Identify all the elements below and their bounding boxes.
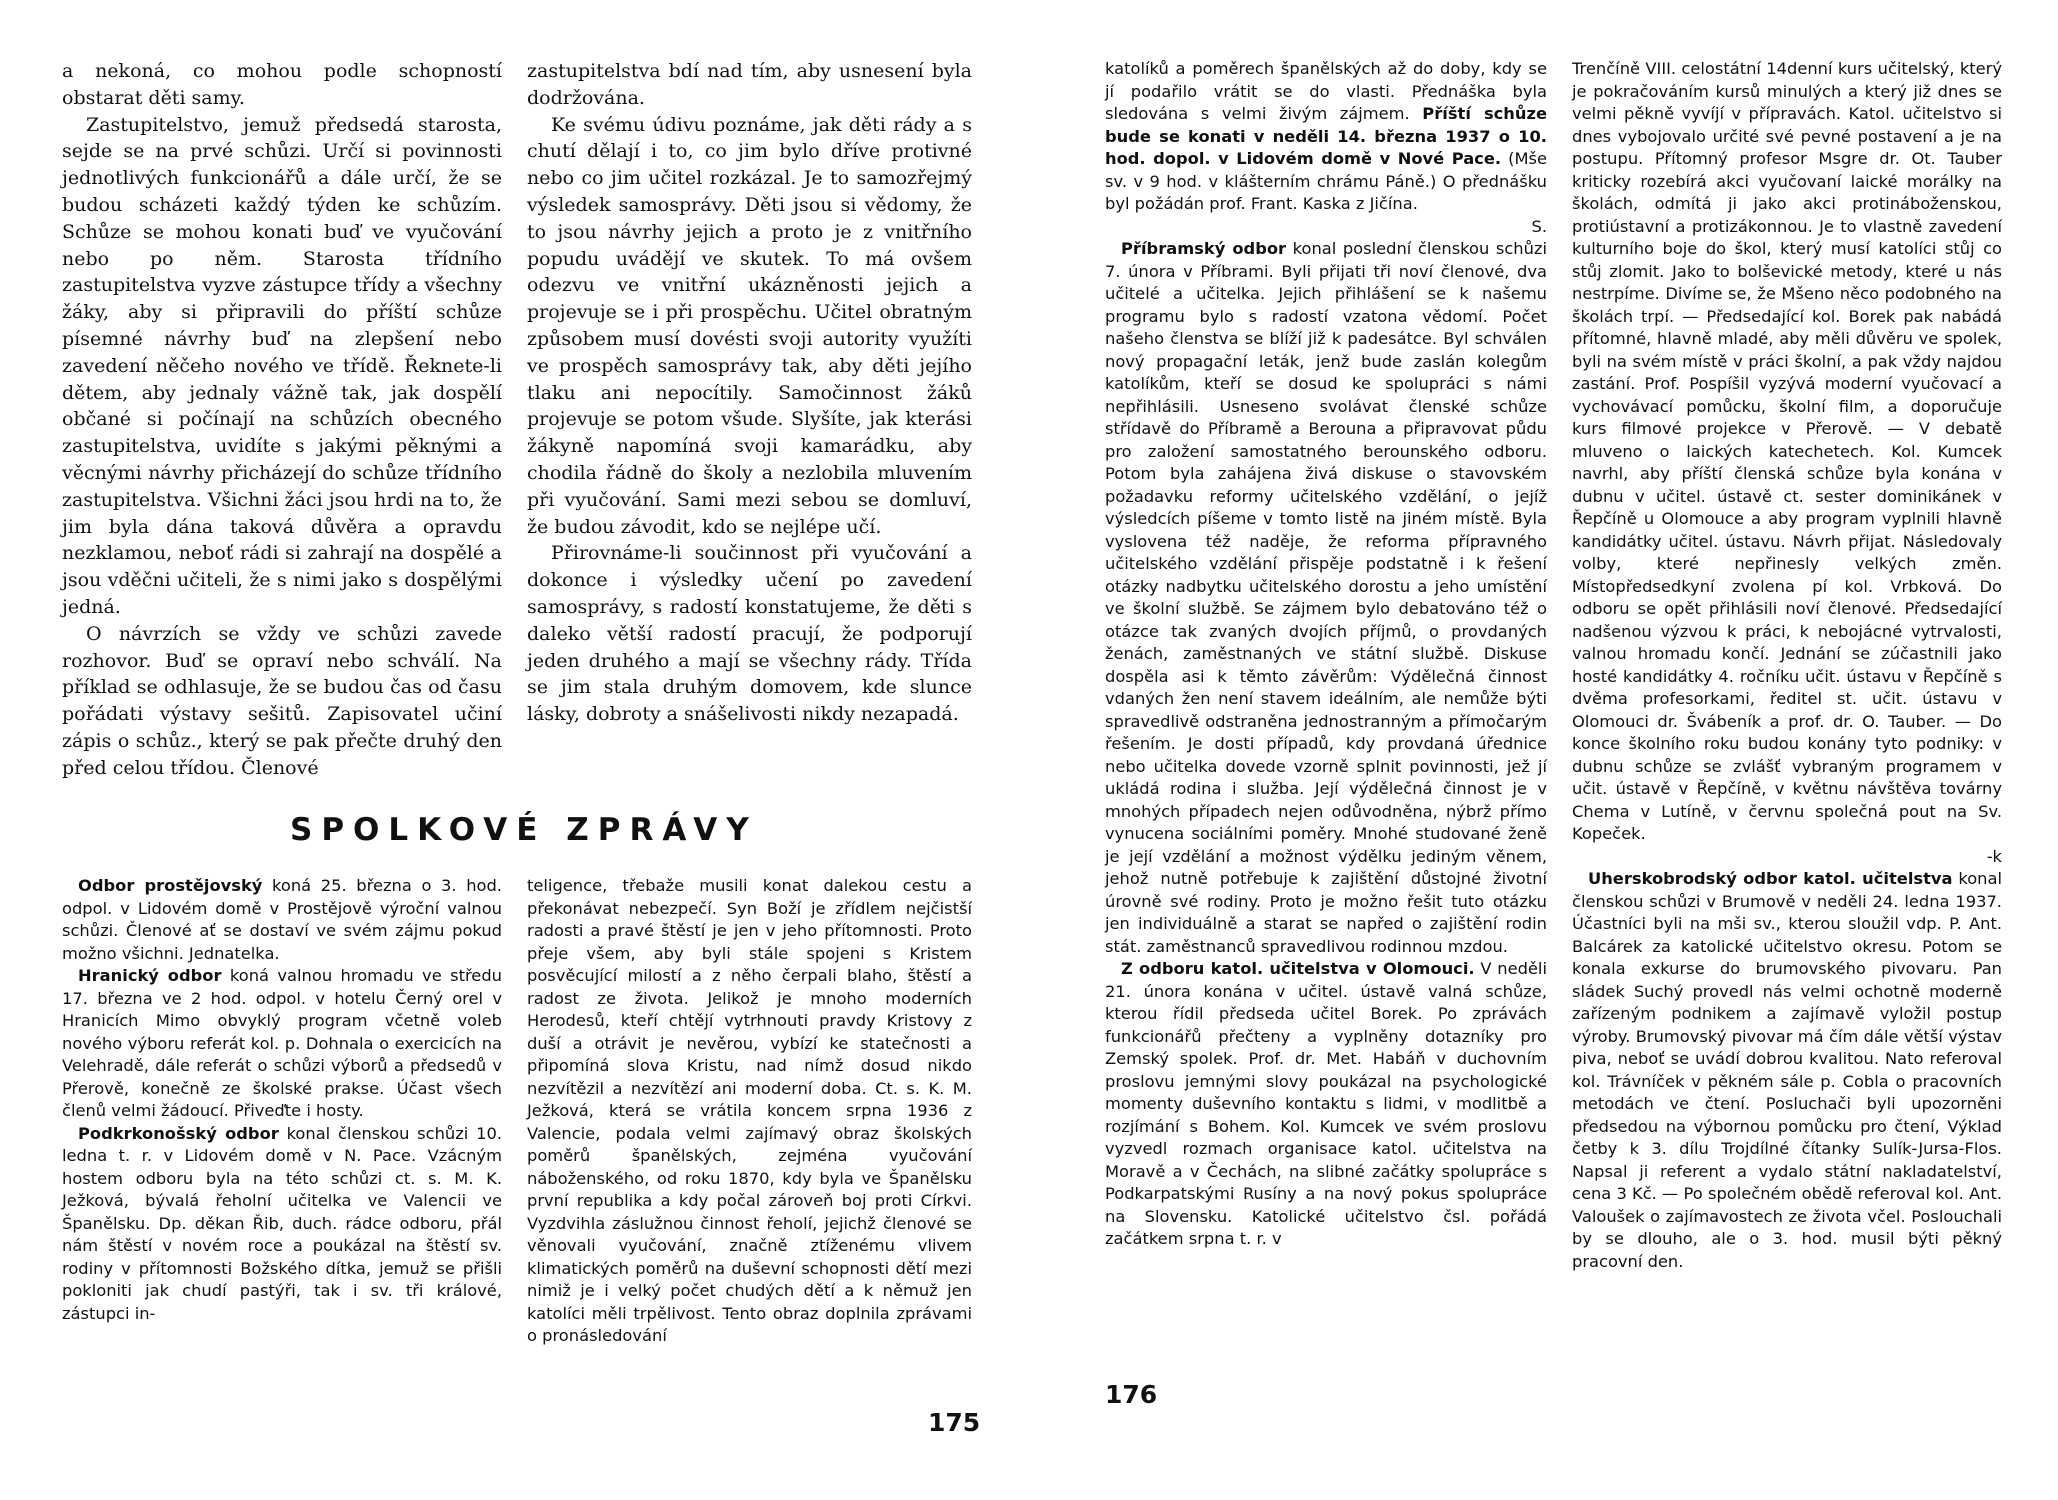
news-item-title: Hranický odbor [78,966,222,985]
news-item-title: Z odboru katol. učitelstva v Olomouci. [1121,959,1475,978]
right-col-1 [1105,58,1547,1251]
paragraph: O návrzích se vždy ve schůzi zavede rozhovor. Buď se opraví nebo schválí. Na příklad se odhlasuje, že se budou čas od času pořádati výstavy sešitů. Zapisovatel učiní zápis o schůz., který se pak přečte druhý den před celou třídou. Členové [62,622,502,779]
news-item-body: koná valnou hromadu ve středu 17. března ve 2 hod. odpol. v hotelu Černý orel v Hranicích Mimo obvyklý program včetně voleb nového výboru referát kol. p. Dohnala o exercicích na Velehradě, dále referát o schůzi výborů a předsedů v Přerově, konečně ze školské prakse. Účast všech členů velmi žádoucí. Přiveďte i hosty. [62,966,502,1120]
news-item-body: V neděli 21. února konána v učitel. ústavě valná schůze, kterou řídil předseda učitel Borek. Po zprávách funkcionářů přečteny a vyplněny dotazníky pro Zemský spolek. Prof. dr. Met. Habáň v duchovním proslovu jemnými slovy poukázal na psychologické momenty duševního kontaktu s lidmi, v modlitbě a rozjímání s Bohem. Kol. Kumcek ve svém proslovu vyzvedl rozmach organisace katol. učitelstva na Moravě a v Čechách, na slibné začátky spolupráce s Podkarpatskými Rusíny a na nový pokus spolupráce na Slovensku. Katolické učitelstvo čsl. pořádá začátkem srpna t. r. v [1105,959,1547,1248]
paragraph: Zastupitelstvo, jemuž předsedá starosta, sejde se na prvé schůzi. Určí si povinnosti jednotlivých funkcionářů a dále určí, že se budou scházeti každý týden ke schůzím. Schůze se mohou konati buď ve vyučování nebo po něm. Starosta třídního zastupitelstva vyzve zástupce třídy a všechny žáky, aby si připravili do příští schůze písemné návrhy buď na zlepšení nebo zavedení něčeho nového ve třídě. Řeknete-li dětem, aby jednaly vážně tak, jak dospělí občané si počínají na schůzích obecného zastupitelstva, uvidíte s jakými pěknými a věcnými návrhy přicházejí do schůze třídního zastupitelstva. Všichni žáci jsou hrdi na to, že jim byla dána taková důvěra a opravdu nezklamou, neboť rádi si zahrají na dospělé a jsou vděčni učiteli, že s nimi jako s dospělými jedná. [62,113,502,618]
news-item [1105,238,1547,958]
news-item-body: konal členskou schůzi 10. ledna t. r. v Lidovém domě v N. Pace. Vzácným hostem odboru byla na této schůzi ct. s. M. K. Ježková, bývalá řeholní učitelka ve Valencii ve Španělsku. Dp. děkan Řib, duch. rádce odboru, přál nám štěstí v novém roce a poukázal na štěstí sv. rodiny v přítomnosti Božského dítka, jemuž se přišli pokloniti jak chudí pastýři, tak i sv. tři králové, zástupci in- [62,1123,502,1323]
signature: -k [1986,846,2002,866]
news-item-title: Příbramský odbor [1121,239,1287,258]
news-item-body: (Mše sv. v 9 hod. v klášterním chrámu Páně.) O přednášku byl požádán prof. Frant. Kaska z Jičína. [1105,149,1547,213]
news-item-body: konal členskou schůzi v Brumově v neděli 24. ledna 1937. Účastníci byli na mši sv., kterou sloužil vdp. P. Ant. Balcárek za katolické učitelstvo okresu. Potom se konala exkurse do brumovského pivovaru. Pan sládek Suchý provedl nás velmi ochotně moderně zařízeným podnikem a zajímavě vyložil postup výroby. Brumovský pivovar má čím dále větší výstav piva, neboť se uvádí dobrou kvalitou. Nato referoval kol. Trávníček v pěkném sále p. Cobla o pracovních metodách ve čtení. Posluchači byli upozorněni předsedou na výbornou pomůcku pro čtení, Výklad četby k 3. dílu Trojdílné čítanky Sulík-Jursa-Flos. Napsal ji referent a vydalo státní nakladatelství, cena 3 Kč. — Po společném obědě referoval kol. Ant. Valoušek o zajímavostech ze života včel. Poslouchali by se dlouho, ale o 3. hod. musil býti pěkný pracovní den. [1572,869,2002,1271]
news-item [62,1123,502,1326]
signature: S. [1531,216,1547,236]
left-col-1 [62,58,502,782]
paragraph: Přirovnáme-li součinnost při vyučování a dokonce i výsledky učení po zavedení samosprávy, s radostí konstatujeme, že děti s daleko větší radostí pracují, že podporují jeden druhého a mají se všechny rády. Třída se jim stala druhým domovem, kde slunce lásky, dobroty a snášelivosti nikdy nezapadá. [527,542,972,726]
paragraph: Trenčíně VIII. celostátní 14denní kurs učitelský, který je pokračováním kursů minulých a který již dnes se velmi pěkně vyvíjí v přípravách. Katol. učitelstvo si dnes vybojovalo určité své pevné postavení a je na postupu. Přítomný profesor Msgre dr. Ot. Tauber kriticky rozebírá akci vyučovaní laické morálky na školách, odmítá ji jako akci protináboženskou, protiústavní a protizákonnou. Je to vlastně zavedení kulturního boje do škol, který musí katolíci stůj co stůj zlomit. Jako to bolševické metody, které u nás nestrpíme. Divíme se, že Mšeno něco podobného na školách trpí. — Předsedající kol. Borek pak nabádá přítomné, hlavně mladé, aby měli důvěru ve spolek, byli na svém místě v práci školní, a pak vždy najdou zastání. Prof. Pospíšil vyzývá moderní vyučovací a vychovávací pomůcku, školní film, a doporučuje kurs filmové projekce v Přerově. — V debatě mluveno o laických katechetech. Kol. Kumcek navrhl, aby příští členská schůze byla konána v dubnu v učitel. ústavě ct. sester dominikánek v Řepčíně u Olomouce a aby program vyplnili hlavně kandidátky učitel. ústavu. Návrh přijat. Následovaly volby, které nepřinesly velkých změn. Místopředsedkyní zvolena pí kol. Vrbková. Do odboru se opět přihlásili noví členové. Předsedající nadšenou výzvou k práci, k nebojácné vytrvalosti, valnou hromadu končí. Jednání se zúčastnili jako hosté kandidátky 4. ročníku učit. ústavu v Řepčíně s dvěma profesorkami, ředitel st. učit. ústavu v Olomouci dr. Švábeník a prof. dr. O. Tauber. — Do konce školního roku budou konány tyto podniky: v dubnu schůze se zvlášť vybraným programem v učit. ústavě v Řepčíně, v květnu návštěva továrny Chema v Lutíně, v červnu společná pout na Sv. Kopeček. [1572,59,2002,843]
news-item-title: Podkrkonošský odbor [78,1123,279,1143]
left-col-2 [527,58,972,728]
left-col-4 [527,875,972,1348]
news-item [62,965,502,1123]
news-item [1572,868,2002,1273]
section-heading: SPOLKOVÉ ZPRÁVY [290,812,758,848]
news-item-body: katolíků a poměrech španělských až do doby, kdy se jí podařilo vrátit se do vlasti. Přednáška byla sledována s velmi živým zájmem. [1105,59,1547,123]
news-item-body: konal poslední členskou schůzi 7. února v Příbrami. Byli přijati tři noví členové, dva učitelé a učitelka. Jejich přihlášení se k našemu programu bylo s radostí vzatona vědomí. Počet našeho členstva se blíží již k padesátce. Byl schválen nový propagační leták, jenž bude zaslán kolegům katolíkům, kteří se dosud ke spolupráci s námi nepřihlásili. Usneseno svolávat členské schůze střídavě do Příbramě a Berouna a připravovat půdu pro založení samostatného berounského odboru. Potom byla zahájena živá diskuse o stavovském požadavku reformy učitelského vzdělání, o jejíž výsledcích píšeme v tomto listě na jiném místě. Byla vyslovena též naděje, že reforma přípravného učitelského vzdělání přispěje podstatně i k řešení otázky nadbytku učitelského dorostu a jeho umístění ve školní službě. Se zájmem bylo debatováno též o otázce tak zvaných dvojích příjmů, o provdaných ženách, zaměstnaných ve státní službě. Diskuse dospěla asi k těmto závěrům: Výdělečná činnost vdaných žen není stavem ideálním, ale nemůže býti spravedlivě odstraněna jednostranným a přímočarým řešením. Je dosti případů, kdy provdaná úřednice nebo učitelka dovede vzorně splnit povinnosti, jež jí ukládá rodina i služba. Její výdělečná činnost je v mnohých případech nejen odůvodněna, nýbrž přímo vynucena sociálními poměry. Mnohé studované ženě je její vzdělání a možnost výdělku jediným věnem, jehož nutně potřebuje k zajištění důstojné životní úrovně své rodiny. Proto je možno řešit tuto otázku jen individuálně a starat se napřed o zajištění rodin stát. zaměstnanců spravedlivou rodinnou mzdou. [1105,239,1548,956]
left-col-3 [62,875,502,1325]
page-number-left: 175 [928,1408,981,1437]
news-item-emphasis: Příští schůze bude se konati v neděli 14. března 1937 o 10. hod. dopol. v Lidovém domě v Nové Pace. [1105,104,1548,168]
news-item-title: Odbor prostějovský [78,876,263,895]
news-item [62,875,502,965]
news-item-body: koná 25. března o 3. hod. odpol. v Lidovém domě v Prostějově výroční valnou schůzi. Členové ať se dostaví ve svém zájmu pokud možno všichni. Jednatelka. [62,876,502,963]
news-item [1105,58,1547,216]
right-col-2 [1572,58,2002,1273]
news-item-title: Uherskobrodský odbor katol. učitelstva [1588,869,1953,888]
paragraph: zastupitelstva bdí nad tím, aby usnesení byla dodržována. [527,60,972,109]
paragraph: a nekoná, co mohou podle schopností obstarat děti samy. [62,60,502,109]
paragraph: Ke svému údivu poznáme, jak děti rády a s chutí dělají i to, co jim bylo dříve protivné nebo co jim učitel rozkázal. Je to samozřejmý výsledek samosprávy. Děti jsou si vědomy, že to jsou návrhy jejich a proto je z vnitřního popudu uvádějí ve skutek. To má ovšem odezvu ve vnitřní ukázněnosti jejich a projevuje se i při prospěchu. Učitel obratným způsobem musí dovésti svoji autority využíti ve prospěch samosprávy tak, aby děti jejího tlaku ani nepocítily. Samočinnost žáků projevuje se potom všude. Slyšíte, jak kterási žákyně napomíná svoji kamarádku, aby chodila řádně do školy a nezlobila mluvením při vyučování. Sami mezi sebou se domluví, že budou závodit, kdo se nejlépe učí. [527,113,972,538]
paragraph: teligence, třebaže musili konat dalekou cestu a překonávat nebezpečí. Syn Boží je zřídlem nejčistší radosti a pravé štěstí je jen v jeho přítomnosti. Proto přeje všem, aby byli stále spojeni s Kristem posvěcující milostí a z něho čerpali blaho, štěstí a radost ze života. Jelikož je mnoho moderních Herodesů, kteří chtějí vytrhnouti pravdy Kristovy z duší a otrávit je nevěrou, vybízí ke statečnosti a připomíná slova Kristu, nad nímž dosud nikdo nezvítězil a nezvítězí ani moderní doba. Ct. s. K. M. Ježková, která se vrátila koncem srpna 1936 z Valencie, podala velmi zajímavý obraz školských poměrů španělských, zejména vyučování náboženského, od roku 1870, kdy byla ve Španělsku první republika a kdy počal zároveň boj proti Církvi. Vyzdvihla záslužnou činnost řeholí, jejichž členové se věnovali vyučování, značně ztíženému vlivem klimatických poměrů na duševní schopnosti dětí mezi nimiž je i velký počet chudých dětí a k němuž jen katolíci měli trpělivost. Tento obraz doplnila zprávami o pronásledování [527,876,972,1345]
page-number-right: 176 [1105,1380,1158,1409]
news-item [1105,958,1547,1251]
